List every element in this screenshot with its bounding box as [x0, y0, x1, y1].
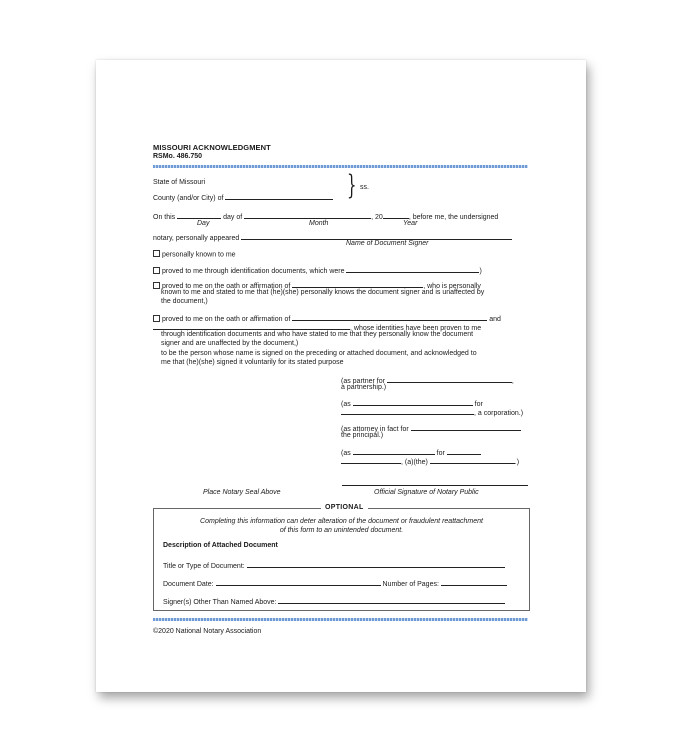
label-month: Month — [309, 220, 329, 227]
witness-name-field[interactable] — [292, 280, 423, 288]
option-oath-single-line3: the document,) — [161, 298, 208, 305]
venue-brace: } — [347, 170, 357, 201]
option-id-docs: proved to me through identification documents, which were ) — [153, 265, 482, 276]
title-type-field[interactable] — [247, 560, 505, 568]
label-year: Year — [403, 220, 418, 227]
option-known: personally known to me — [153, 251, 236, 259]
label-day: Day — [197, 220, 210, 227]
bottom-divider — [153, 618, 528, 621]
optional-heading: OPTIONAL — [321, 504, 368, 511]
capacity-corporation: , a corporation.) — [341, 407, 523, 418]
signer-name-field[interactable] — [241, 232, 512, 240]
body-line1: to be the person whose name is signed on the preceding or attached document, and acknowledged to — [161, 350, 477, 357]
optional-note-line1: Completing this information can deter alteration of the document or fraudulent reattachment — [200, 518, 483, 525]
county-field[interactable] — [225, 192, 333, 200]
day-field[interactable] — [177, 211, 221, 219]
capacity-other: (as for — [341, 447, 481, 458]
optional-note-line2: of this form to an unintended document. — [279, 527, 404, 534]
document-date-field[interactable] — [216, 578, 381, 586]
capacity-officer: (as for — [341, 398, 483, 409]
principal-field[interactable] — [411, 423, 521, 431]
optional-section — [153, 504, 530, 611]
id-documents-field[interactable] — [346, 265, 479, 273]
capacity-other-line2: , (a)(the) .) — [341, 456, 519, 467]
top-divider — [153, 165, 528, 168]
title-type-row: Title or Type of Document: — [163, 560, 505, 571]
date-pages-row: Document Date: Number of Pages: — [163, 578, 507, 589]
venue-ss: ss. — [360, 184, 369, 191]
appeared-line: notary, personally appeared — [153, 232, 512, 243]
capacity-partner: (as partner for , — [341, 375, 514, 386]
option-oath-two-line3: through identification documents and who have stated to me that they personally know the document — [161, 331, 474, 338]
option-oath-two-line2: , whose identities have been proven to me — [153, 322, 481, 333]
partnership-field[interactable] — [387, 375, 512, 383]
checkbox-oath-single[interactable] — [153, 282, 160, 289]
document-page — [96, 60, 586, 692]
signature-line[interactable] — [342, 485, 528, 486]
option-oath-single: proved to me on the oath or affirmation of , who is personally — [153, 280, 481, 291]
number-pages-field[interactable] — [441, 578, 507, 586]
signature-label: Official Signature of Notary Public — [374, 489, 479, 496]
second-witness-field[interactable] — [153, 322, 350, 330]
label-signer: Name of Document Signer — [346, 240, 429, 247]
venue-state: State of Missouri — [153, 179, 206, 186]
first-witness-field[interactable] — [292, 313, 487, 321]
body-line2: me that (he)(she) signed it voluntarily for its stated purpose — [161, 359, 344, 366]
description-heading: Description of Attached Document — [163, 542, 278, 549]
option-oath-two-line4: signer and are unaffected by the document,) — [161, 340, 299, 347]
other-entity-field[interactable] — [341, 456, 401, 464]
other-capacity-field[interactable] — [430, 456, 515, 464]
capacity-principal: the principal.) — [341, 432, 384, 439]
other-title-field[interactable] — [353, 447, 435, 455]
seal-label: Place Notary Seal Above — [203, 489, 281, 496]
officer-title-field[interactable] — [353, 398, 473, 406]
other-signers-field[interactable] — [278, 596, 505, 604]
capacity-partnership: a partnership.) — [341, 384, 387, 391]
venue-county: County (and/or City) of — [153, 192, 333, 203]
statute-reference: RSMo. 486.750 — [153, 153, 203, 160]
form-title: MISSOURI ACKNOWLEDGMENT — [153, 143, 271, 152]
checkbox-id-docs[interactable] — [153, 267, 160, 274]
year-field[interactable] — [383, 211, 409, 219]
month-field[interactable] — [244, 211, 371, 219]
option-oath-single-line2: known to me and stated to me that (he)(she) personally knows the document signer and is unaffected by — [161, 289, 485, 296]
capacity-attorney: (as attorney in fact for — [341, 423, 521, 434]
corporation-field[interactable] — [341, 407, 474, 415]
signers-row: Signer(s) Other Than Named Above: — [163, 596, 505, 607]
date-line: On this day of , 20 , before me, the undersigned — [153, 211, 498, 222]
copyright: ©2020 National Notary Association — [153, 628, 262, 635]
checkbox-oath-two[interactable] — [153, 315, 160, 322]
option-oath-two: proved to me on the oath or affirmation of and — [153, 313, 501, 324]
checkbox-known[interactable] — [153, 250, 160, 257]
other-for-field[interactable] — [447, 447, 481, 455]
